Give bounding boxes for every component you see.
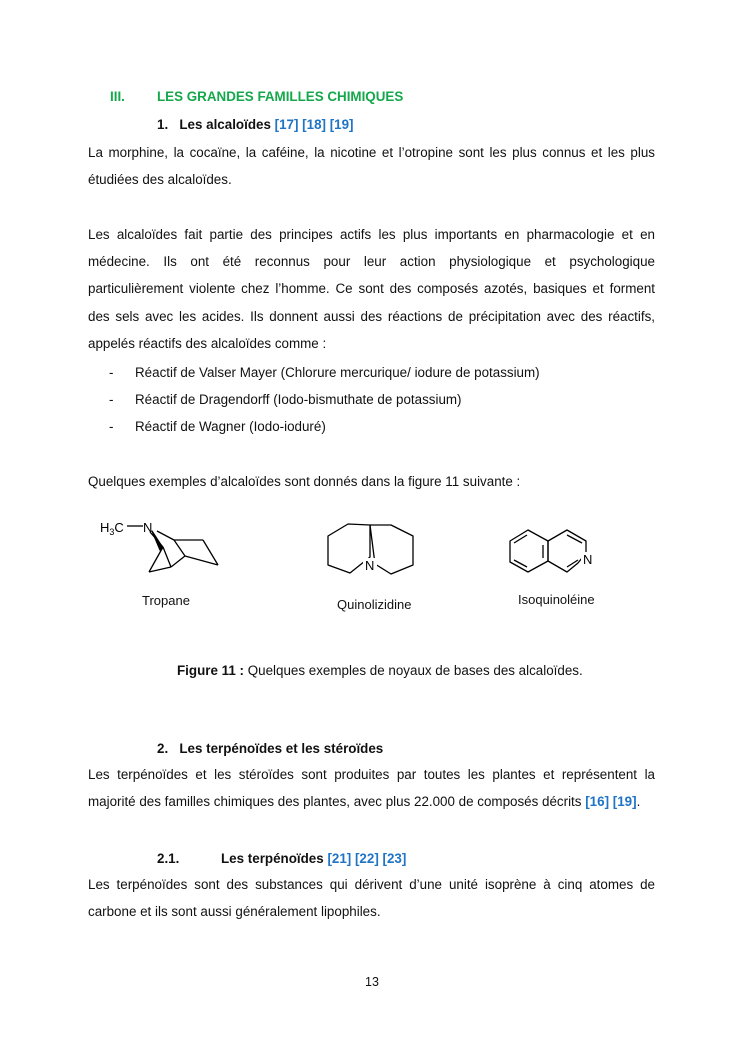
reagent-item: Réactif de Dragendorff (Iodo-bismuthate de potassium) — [135, 392, 462, 407]
bullet-marker: - — [109, 365, 114, 380]
tropane-label: Tropane — [142, 593, 190, 608]
quinolizidine-nitrogen-label: N — [365, 558, 375, 573]
page-number: 13 — [365, 975, 379, 989]
tropane-nitrogen-label: N — [143, 520, 153, 535]
terpenoides-steroides-heading-number: 2. — [157, 741, 169, 756]
terpenoides-heading-title: Les terpénoïdes — [221, 851, 324, 866]
quinolizidine-label: Quinolizidine — [337, 597, 412, 612]
alcaloides-paragraph-1: La morphine, la cocaïne, la caféine, la nicotine et l’otropine sont les plus connus et les plus étudiées des alcaloïdes. — [88, 145, 655, 188]
alcaloides-paragraph-2: Les alcaloïdes fait partie des principes actifs les plus importants en pharmacologie et en médecine. Ils ont été reconnus pour leur action physiologique et psychologique particulièrement violente chez l’homme. Ce sont des composés azotés, basiques et forment des sels avec les acides. Ils donnent aussi des réactions de précipitation avec des réactifs, appelés réactifs des alcaloïdes comme : — [88, 227, 655, 351]
terpenoides-steroides-text: Les terpénoïdes et les stéroïdes sont produites par toutes les plantes et représentent la majorité des familles chimiques des plantes, avec plus 22.000 de composés décrits — [88, 767, 655, 810]
alcaloides-heading — [157, 117, 354, 132]
figure-intro: Quelques exemples d’alcaloïdes sont donnés dans la figure 11 suivante : — [88, 474, 521, 489]
bullet-marker: - — [109, 419, 114, 434]
terpenoides-steroides-refs: [16] [19] — [585, 794, 637, 810]
figure-caption-label: Figure 11 : — [177, 663, 244, 678]
terpenoides-steroides-heading — [157, 741, 383, 756]
reagent-item: Réactif de Valser Mayer (Chlorure mercurique/ iodure de potassium) — [135, 365, 540, 380]
figure-caption — [177, 663, 583, 678]
terpenoides-steroides-paragraph — [88, 761, 655, 815]
section-title: LES GRANDES FAMILLES CHIMIQUES — [157, 89, 404, 104]
terpenoides-heading-refs: [21] [22] [23] — [327, 851, 407, 866]
isoquinoline-nitrogen-label: N — [583, 552, 593, 567]
tropane-structure — [127, 526, 218, 572]
section-number: III. — [110, 89, 125, 104]
isoquinoline-label: Isoquinoléine — [518, 592, 595, 607]
terpenoides-heading-number: 2.1. — [157, 851, 180, 866]
isoquinoline-structure — [510, 530, 586, 572]
terpenoides-heading — [221, 851, 406, 866]
bullet-marker: - — [109, 392, 114, 407]
reagent-item: Réactif de Wagner (Iodo-ioduré) — [135, 419, 326, 434]
terpenoides-steroides-heading-title: Les terpénoïdes et les stéroïdes — [179, 741, 384, 756]
terpenoides-steroides-end: . — [636, 794, 641, 810]
tropane-substituent-label: $H_3C$ — [100, 520, 124, 537]
alcaloides-heading-refs: [17] [18] [19] — [274, 117, 354, 132]
alcaloides-heading-number: 1. — [157, 117, 169, 132]
alcaloides-heading-title: Les alcaloïdes — [179, 117, 271, 132]
figure-caption-text: Quelques exemples de noyaux de bases des alcaloïdes. — [247, 663, 583, 678]
terpenoides-paragraph: Les terpénoïdes sont des substances qui dérivent d’une unité isoprène à cinq atomes de carbone et ils sont aussi généralement lipophiles. — [88, 877, 655, 920]
